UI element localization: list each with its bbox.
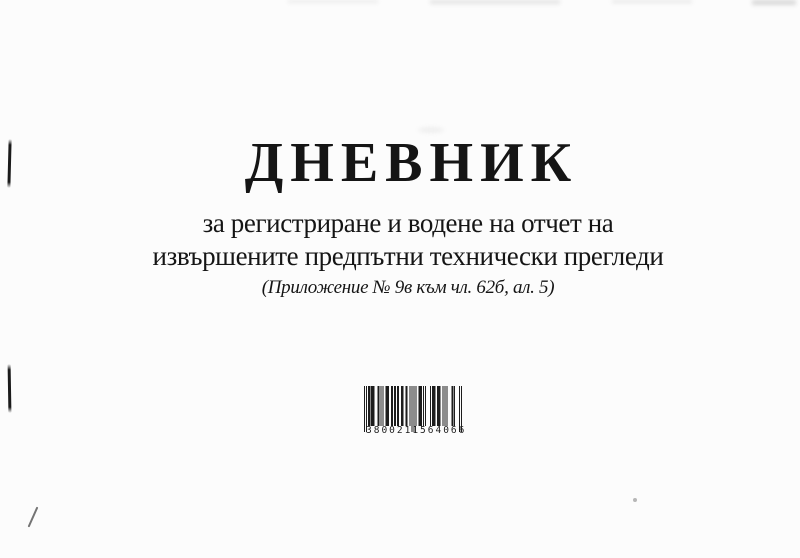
- subtitle-line-2: извършените предпътни технически прегледи: [152, 241, 664, 271]
- document-title: ДНЕВНИК: [244, 132, 579, 194]
- barcode-number: 3800211564066: [366, 425, 467, 436]
- document-subtitle: [16, 207, 800, 273]
- cover-text-block: [16, 0, 800, 558]
- subtitle-line-1: за регистриране и водене на отчет на: [202, 208, 614, 238]
- legal-reference: (Приложение № 9в към чл. 62б, ал. 5): [261, 277, 555, 298]
- staple-mark-top: [7, 139, 11, 188]
- barcode: [364, 386, 467, 440]
- staple-mark-bottom: [8, 364, 12, 413]
- dust-speck: [633, 498, 637, 502]
